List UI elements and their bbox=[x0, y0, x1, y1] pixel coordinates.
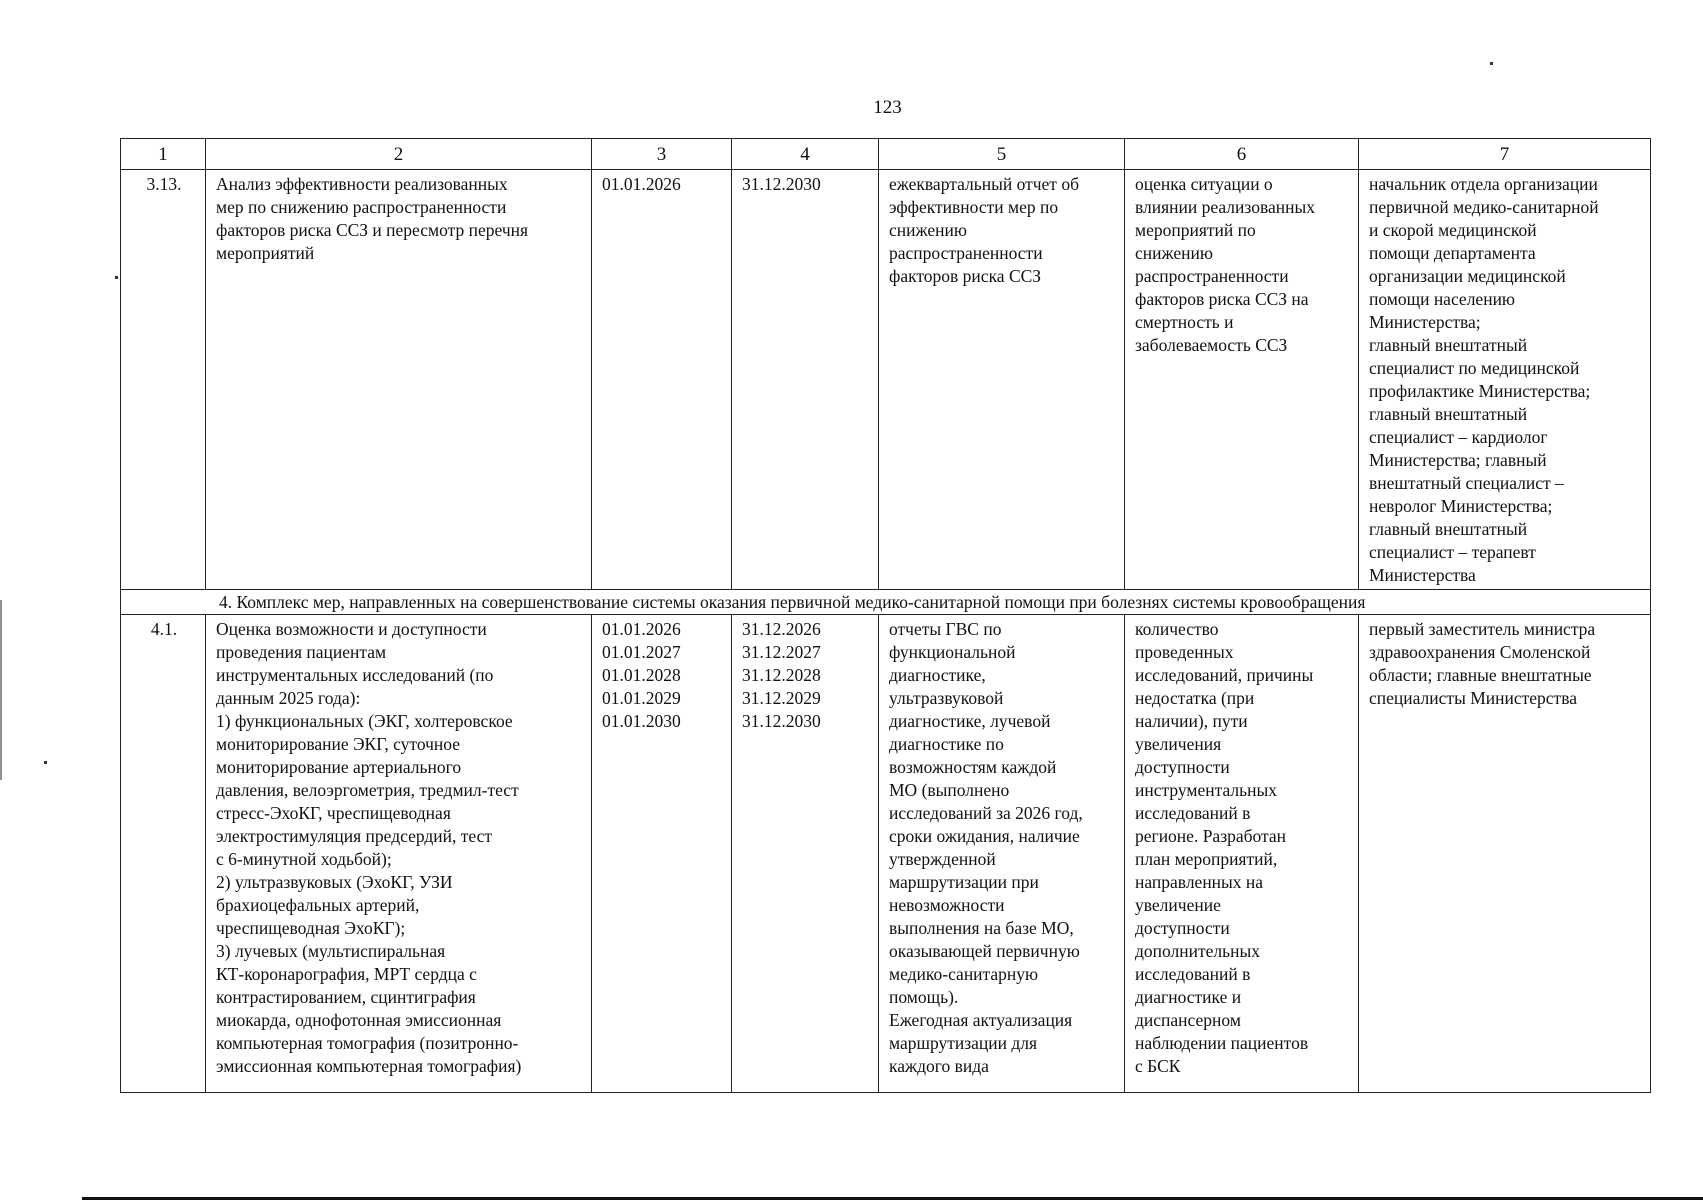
row-number: 3.13. bbox=[121, 170, 206, 590]
cell-line: 31.12.2030 bbox=[742, 174, 821, 194]
column-header: 4 bbox=[732, 139, 879, 170]
cell-line: мониторирование ЭКГ, суточное bbox=[216, 734, 461, 754]
cell-line: регионе. Разработан bbox=[1135, 826, 1287, 846]
column-header: 5 bbox=[879, 139, 1125, 170]
cell-line: наблюдении пациентов bbox=[1135, 1033, 1309, 1053]
cell-line: Министерства; bbox=[1369, 312, 1481, 332]
cell-line: эффективности мер по bbox=[889, 197, 1059, 217]
cell-line: с БСК bbox=[1135, 1056, 1181, 1076]
cell-line: исследований в bbox=[1135, 964, 1251, 984]
result-cell bbox=[879, 170, 1125, 590]
cell-line: оказывающей первичную bbox=[889, 941, 1080, 961]
measure-cell bbox=[206, 170, 592, 590]
cell-line: миокарда, однофотонная эмиссионная bbox=[216, 1010, 502, 1030]
cell-line: 01.01.2026 bbox=[602, 619, 681, 639]
cell-line: маршрутизации для bbox=[889, 1033, 1038, 1053]
cell-line: мер по снижению распространенности bbox=[216, 197, 507, 217]
cell-line: специалист – кардиолог bbox=[1369, 427, 1548, 447]
cell-line: Анализ эффективности реализованных bbox=[216, 174, 508, 194]
cell-line: каждого вида bbox=[889, 1056, 989, 1076]
cell-line: Ежегодная актуализация bbox=[889, 1010, 1073, 1030]
cell-line: влиянии реализованных bbox=[1135, 197, 1315, 217]
cell-line: с 6-минутной ходьбой); bbox=[216, 849, 392, 869]
cell-line: мероприятий по bbox=[1135, 220, 1256, 240]
section-heading-row bbox=[121, 590, 1651, 615]
cell-line: факторов риска ССЗ на bbox=[1135, 289, 1309, 309]
cell-line: снижению bbox=[1135, 243, 1213, 263]
cell-line: помощь). bbox=[889, 987, 959, 1007]
cell-line: дополнительных bbox=[1135, 941, 1261, 961]
cell-line: главный внештатный bbox=[1369, 519, 1528, 539]
cell-line: инструментальных bbox=[1135, 780, 1277, 800]
cell-line: отчеты ГВС по bbox=[889, 619, 1002, 639]
cell-line: проведенных bbox=[1135, 642, 1234, 662]
cell-line: диагностике, bbox=[889, 665, 986, 685]
cell-line: увеличения bbox=[1135, 734, 1222, 754]
cell-line: ежеквартальный отчет об bbox=[889, 174, 1079, 194]
cell-line: Министерства bbox=[1369, 565, 1476, 585]
cell-line: 31.12.2029 bbox=[742, 688, 821, 708]
cell-line: начальник отдела организации bbox=[1369, 174, 1598, 194]
cell-line: первый заместитель министра bbox=[1369, 619, 1596, 639]
cell-line: специалисты Министерства bbox=[1369, 688, 1578, 708]
cell-line: Оценка возможности и доступности bbox=[216, 619, 487, 639]
cell-line: 3) лучевых (мультиспиральная bbox=[216, 941, 446, 961]
cell-line: внештатный специалист – bbox=[1369, 473, 1564, 493]
cell-line: главный внештатный bbox=[1369, 335, 1528, 355]
cell-line: маршрутизации при bbox=[889, 872, 1039, 892]
cell-line: исследований, причины bbox=[1135, 665, 1314, 685]
responsible-cell bbox=[1359, 170, 1651, 590]
cell-line: компьютерная томография (позитронно- bbox=[216, 1033, 519, 1053]
cell-line: стресс-ЭхоКГ, чреспищеводная bbox=[216, 803, 451, 823]
scan-speck bbox=[44, 761, 47, 764]
cell-line: 01.01.2029 bbox=[602, 688, 681, 708]
table-row bbox=[121, 615, 1651, 1093]
cell-line: 31.12.2030 bbox=[742, 711, 821, 731]
cell-line: главный внештатный bbox=[1369, 404, 1528, 424]
cell-line: оценка ситуации о bbox=[1135, 174, 1273, 194]
indicator-cell bbox=[1125, 170, 1359, 590]
cell-line: специалист – терапевт bbox=[1369, 542, 1536, 562]
cell-line: распространенности bbox=[889, 243, 1043, 263]
page-number: 123 bbox=[873, 97, 902, 118]
cell-line: 01.01.2026 bbox=[602, 174, 681, 194]
cell-line: увеличение bbox=[1135, 895, 1221, 915]
cell-line: наличии), пути bbox=[1135, 711, 1248, 731]
column-header: 7 bbox=[1359, 139, 1651, 170]
cell-line: невозможности bbox=[889, 895, 1005, 915]
cell-line: факторов риска ССЗ bbox=[889, 266, 1042, 286]
column-numbers-row bbox=[121, 139, 1651, 170]
cell-line: диагностике по bbox=[889, 734, 1004, 754]
cell-line: эмиссионная компьютерная томография) bbox=[216, 1056, 522, 1076]
cell-line: Министерства; главный bbox=[1369, 450, 1547, 470]
column-header: 6 bbox=[1125, 139, 1359, 170]
cell-line: медико-санитарную bbox=[889, 964, 1039, 984]
cell-line: контрастированием, сцинтиграфия bbox=[216, 987, 476, 1007]
cell-line: области; главные внештатные bbox=[1369, 665, 1592, 685]
cell-line: 01.01.2027 bbox=[602, 642, 681, 662]
row-number: 4.1. bbox=[121, 615, 206, 1093]
scan-speck bbox=[1490, 62, 1493, 65]
cell-line: количество bbox=[1135, 619, 1219, 639]
cell-line: 31.12.2028 bbox=[742, 665, 821, 685]
cell-line: смертность и bbox=[1135, 312, 1234, 332]
cell-line: МО (выполнено bbox=[889, 780, 1010, 800]
column-header: 1 bbox=[121, 139, 206, 170]
cell-line: специалист по медицинской bbox=[1369, 358, 1580, 378]
end-date-cell bbox=[732, 170, 879, 590]
cell-line: распространенности bbox=[1135, 266, 1289, 286]
cell-line: здравоохранения Смоленской bbox=[1369, 642, 1591, 662]
cell-line: доступности bbox=[1135, 918, 1230, 938]
cell-line: ультразвуковой bbox=[889, 688, 1004, 708]
cell-line: диагностике и bbox=[1135, 987, 1242, 1007]
cell-line: первичной медико-санитарной bbox=[1369, 197, 1599, 217]
cell-line: и скорой медицинской bbox=[1369, 220, 1537, 240]
cell-line: мероприятий bbox=[216, 243, 315, 263]
cell-line: 2) ультразвуковых (ЭхоКГ, УЗИ bbox=[216, 872, 453, 892]
cell-line: инструментальных исследований (по bbox=[216, 665, 494, 685]
cell-line: мониторирование артериального bbox=[216, 757, 462, 777]
start-date-cell bbox=[592, 615, 732, 1093]
cell-line: 31.12.2027 bbox=[742, 642, 821, 662]
cell-line: брахиоцефальных артерий, bbox=[216, 895, 420, 915]
cell-line: давления, велоэргометрия, тредмил-тест bbox=[216, 780, 519, 800]
measures-table bbox=[120, 138, 1651, 1093]
cell-line: 01.01.2028 bbox=[602, 665, 681, 685]
end-date-cell bbox=[732, 615, 879, 1093]
responsible-cell bbox=[1359, 615, 1651, 1093]
measure-cell bbox=[206, 615, 592, 1093]
cell-line: выполнения на базе МО, bbox=[889, 918, 1074, 938]
section-heading: 4. Комплекс мер, направленных на совершенствование системы оказания первичной медико-санитарной помощи при болезнях системы кровообращения bbox=[121, 590, 1651, 615]
cell-line: данным 2025 года): bbox=[216, 688, 361, 708]
cell-line: сроки ожидания, наличие bbox=[889, 826, 1080, 846]
cell-line: снижению bbox=[889, 220, 967, 240]
cell-line: диагностике, лучевой bbox=[889, 711, 1051, 731]
cell-line: направленных на bbox=[1135, 872, 1264, 892]
cell-line: проведения пациентам bbox=[216, 642, 387, 662]
cell-line: чреспищеводная ЭхоКГ); bbox=[216, 918, 406, 938]
column-header: 3 bbox=[592, 139, 732, 170]
result-cell bbox=[879, 615, 1125, 1093]
cell-line: функциональной bbox=[889, 642, 1016, 662]
scan-edge-mark bbox=[0, 600, 2, 780]
cell-line: невролог Министерства; bbox=[1369, 496, 1553, 516]
cell-line: помощи департамента bbox=[1369, 243, 1536, 263]
cell-line: 01.01.2030 bbox=[602, 711, 681, 731]
cell-line: исследований в bbox=[1135, 803, 1251, 823]
cell-line: КТ-коронарография, МРТ сердца с bbox=[216, 964, 477, 984]
scan-speck bbox=[115, 276, 118, 279]
cell-line: доступности bbox=[1135, 757, 1230, 777]
cell-line: 1) функциональных (ЭКГ, холтеровское bbox=[216, 711, 513, 731]
start-date-cell bbox=[592, 170, 732, 590]
cell-line: возможностям каждой bbox=[889, 757, 1057, 777]
table-row bbox=[121, 170, 1651, 590]
cell-line: организации медицинской bbox=[1369, 266, 1566, 286]
indicator-cell bbox=[1125, 615, 1359, 1093]
cell-line: утвержденной bbox=[889, 849, 996, 869]
cell-line: профилактике Министерства; bbox=[1369, 381, 1591, 401]
cell-line: электростимуляция предсердий, тест bbox=[216, 826, 493, 846]
cell-line: план мероприятий, bbox=[1135, 849, 1278, 869]
cell-line: помощи населению bbox=[1369, 289, 1516, 309]
cell-line: факторов риска ССЗ и пересмотр перечня bbox=[216, 220, 529, 240]
cell-line: диспансерном bbox=[1135, 1010, 1241, 1030]
cell-line: 31.12.2026 bbox=[742, 619, 821, 639]
cell-line: недостатка (при bbox=[1135, 688, 1255, 708]
cell-line: заболеваемость ССЗ bbox=[1135, 335, 1288, 355]
column-header: 2 bbox=[206, 139, 592, 170]
cell-line: исследований за 2026 год, bbox=[889, 803, 1083, 823]
